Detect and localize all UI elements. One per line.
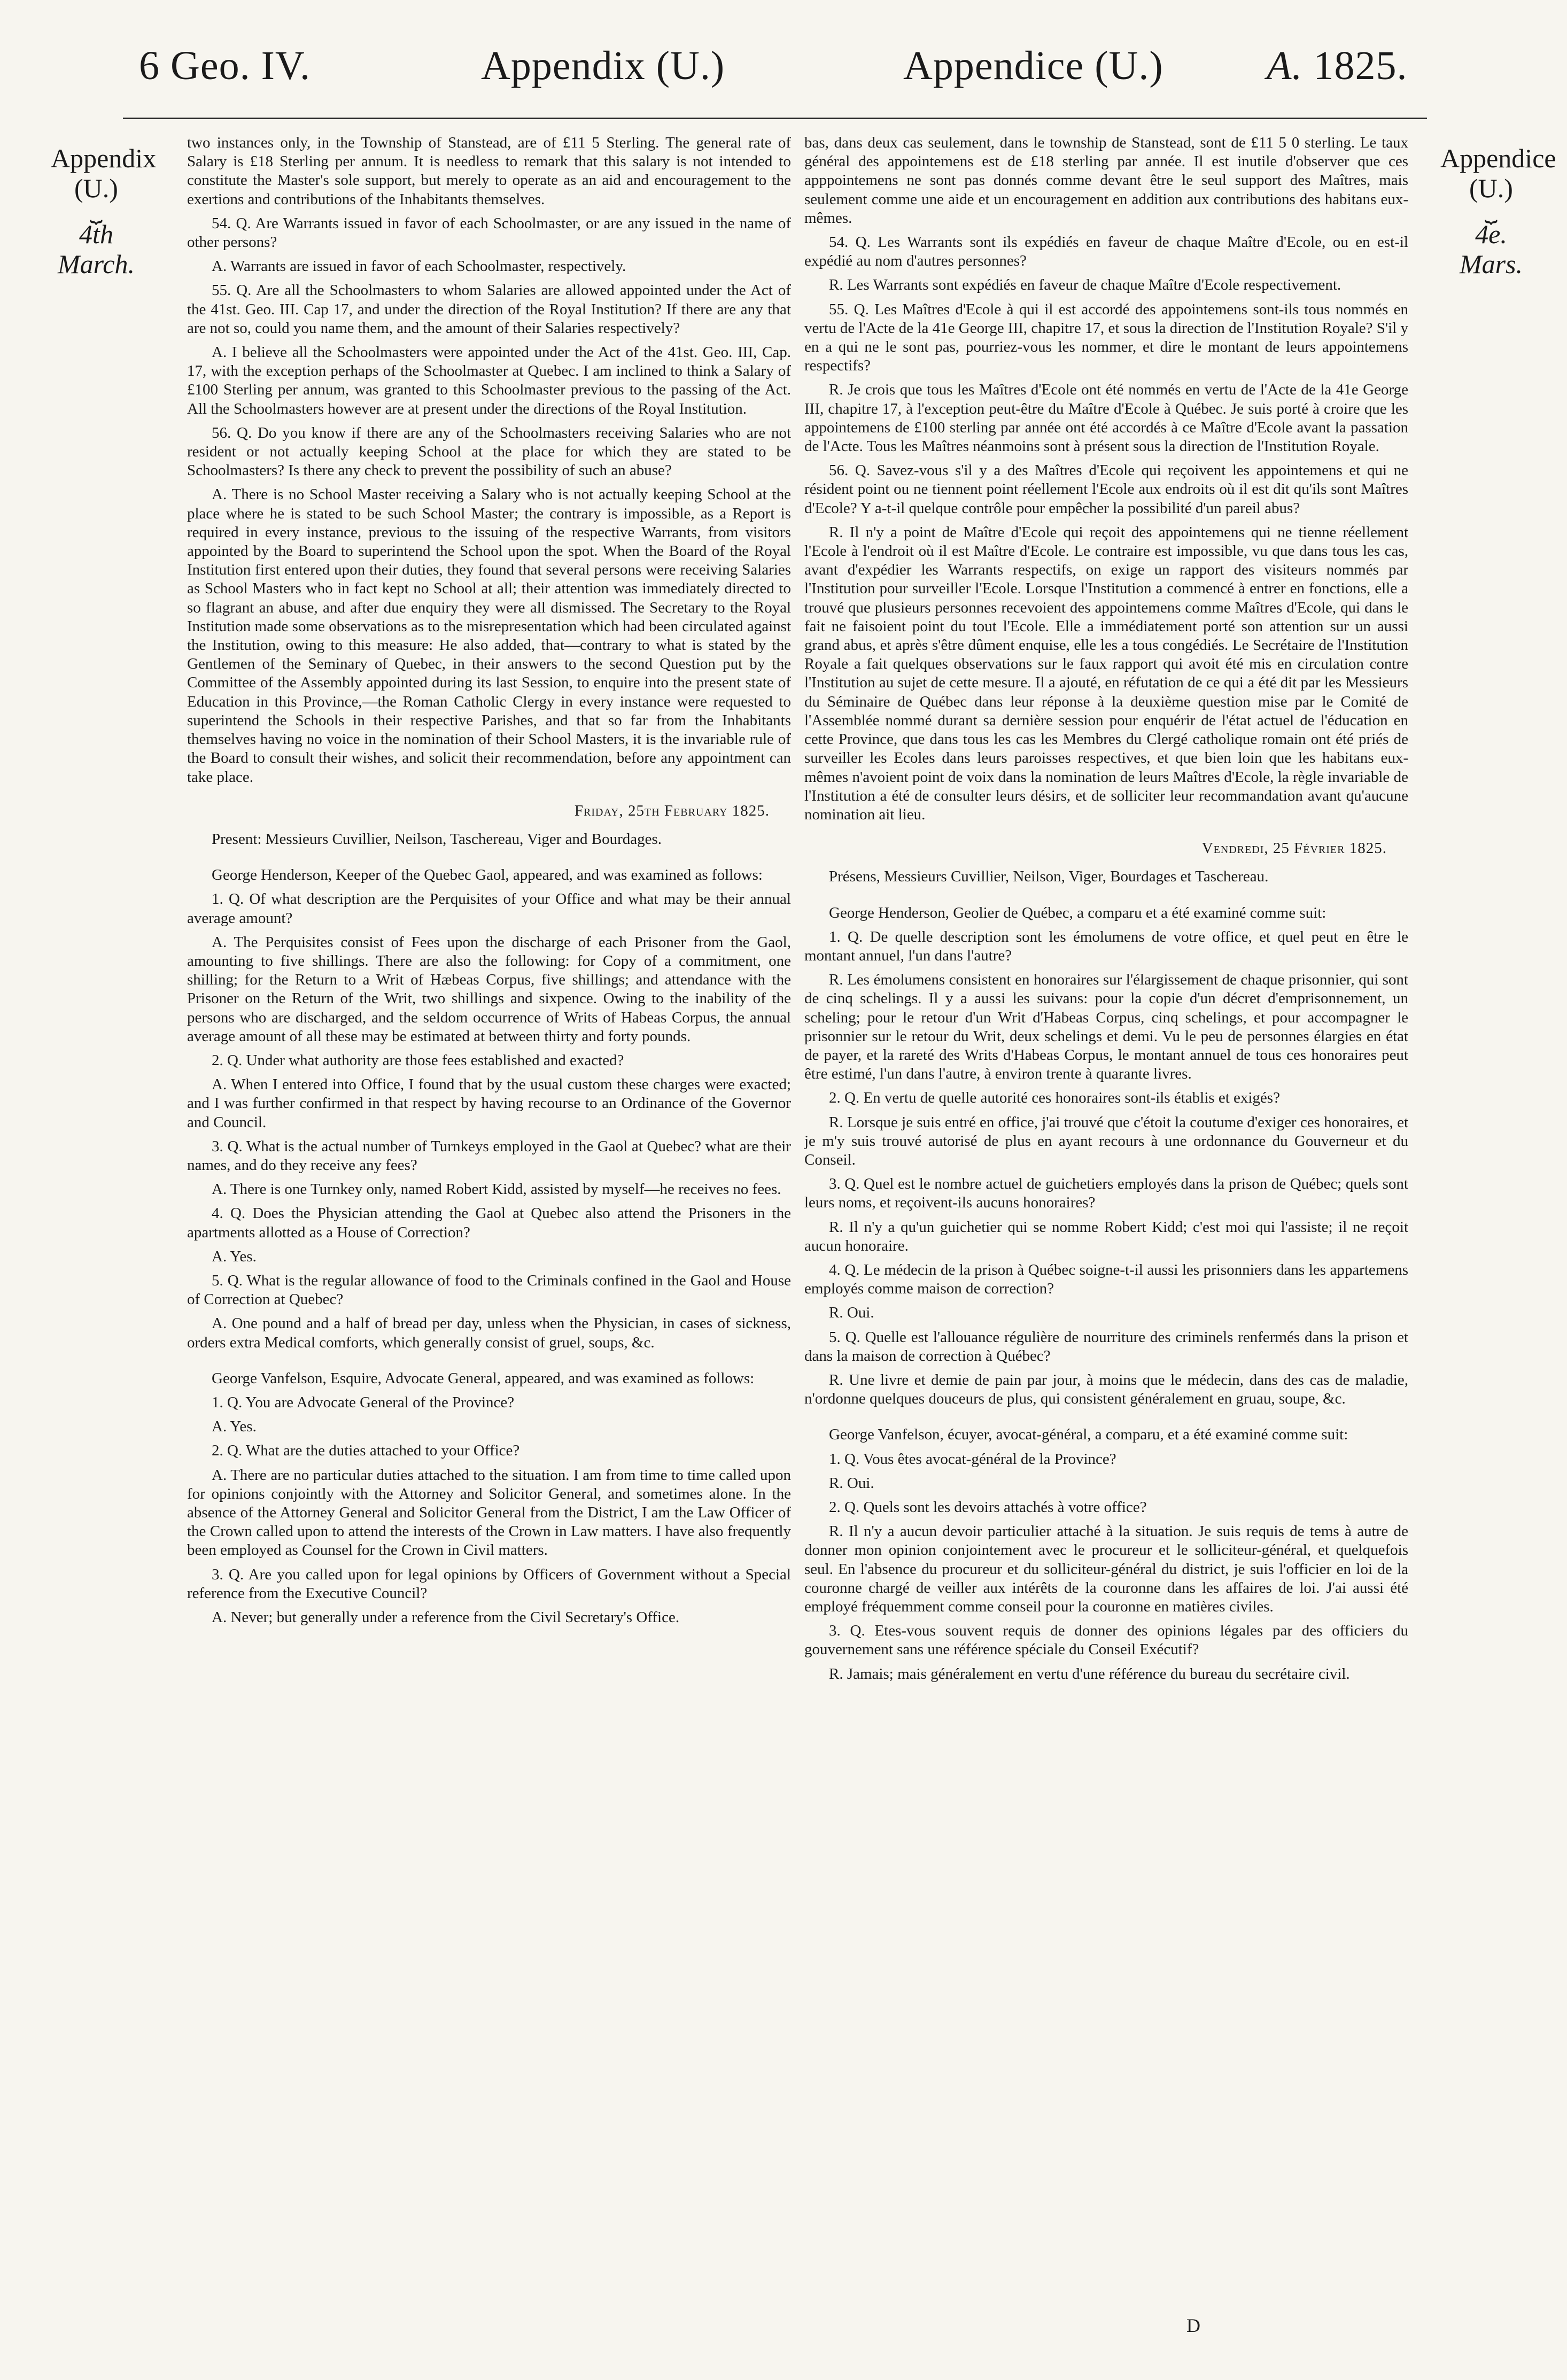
witness-intro: George Henderson, Keeper of the Quebec Gaol, appeared, and was examined as follows: (212, 866, 763, 884)
header-rule (123, 118, 1427, 119)
answer: R. Je crois que tous les Maîtres d'Ecole ont été nommés en vertu de l'Acte de la 41e George III, chapitre 17, à l'exception peut-être du Maître d'Ecole à Québec. Je suis porté à croire que les appointemens de £100 sterling par année ont été accordés à ce Maître d'Ecole avant la passation de l'Acte. Tous les Maîtres néanmoins sont à présent sous la direction de l'Institution Royale. (804, 381, 1408, 455)
french-column (804, 134, 1408, 1689)
answer: A. When I entered into Office, I found that by the usual custom these charges were exacted; and I was further confirmed in that respect by having recourse to an Ordinance of the Governor and Council. (187, 1076, 791, 1131)
question: 5. Q. Quelle est l'allouance régulière de nourriture des criminels renfermés dans la prison et dans la maison de correction à Québec? (804, 1328, 1408, 1365)
margin-letter: (U.) (74, 173, 118, 203)
answer: R. Oui. (829, 1474, 874, 1492)
witness-intro: George Henderson, Geolier de Québec, a comparu et a été examiné comme suit: (829, 904, 1326, 921)
margin-label: Appendix (51, 143, 157, 173)
question: 1. Q. You are Advocate General of the Province? (212, 1393, 515, 1411)
signature-mark: D (1186, 2315, 1200, 2336)
answer: A. There are no particular duties attached to the situation. I am from time to time called upon for opinions conjointly with the Attorney and Solicitor General, and sometimes alone. In the absence of the Attorney General and Solicitor General from the District, I am the Law Officer of the Crown called upon to attend the interests of the Crown in Law matters. I have also frequently been employed as Counsel for the Crown in Civil matters. (187, 1466, 791, 1559)
question: 3. Q. Are you called upon for legal opinions by Officers of Government without a Special reference from the Executive Council? (187, 1565, 791, 1602)
question: 1. Q. Of what description are the Perquisites of your Office and what may be their annual average amount? (187, 890, 791, 927)
answer: R. Les émolumens consistent en honoraires sur l'élargissement de chaque prisonnier, qui sont de cinq schelings. Il y a aussi les suivans: pour la copie d'un décret d'emprisonnement, un scheling; pour le retour d'un Writ d'Habeas Corpus, cinq schelings, et pour accompagner le prisonnier sur le retour du Writ, deux schelings et demi. Vu le peu de personnes élargies en état de payer, et la rareté des Writs d'Habeas Corpus, le montant annuel de tous ces honoraires peut être estimé, l'un dans l'autre, à environ trente à quarante livres. (804, 971, 1408, 1083)
witness-intro: George Vanfelson, Esquire, Advocate General, appeared, and was examined as follows: (212, 1369, 755, 1387)
appendix-title-en: Appendix (U.) (481, 43, 725, 88)
margin-label: Appendice (1440, 143, 1556, 173)
english-column (187, 134, 791, 1632)
answer: A. One pound and a half of bread per day, unless when the Physician, in cases of sickness, orders extra Medical comforts, which generally consist of gruel, soups, &c. (187, 1315, 791, 1351)
question: 5. Q. What is the regular allowance of food to the Criminals confined in the Gaol and House of Correction at Quebec? (187, 1272, 791, 1308)
question: 55. Q. Les Maîtres d'Ecole à qui il est accordé des appointemens sont-ils tous nommés en vertu de l'Acte de la 41e George III, chapitre 17, et sous la direction de l'Institution Royale? S'il y en a qui ne le sont pas, pourriez-vous les nommer, et dire le montant de leurs appointemens respectifs? (804, 300, 1408, 375)
brace-icon: ⏟ (90, 199, 103, 223)
answer: R. Il n'y a point de Maître d'Ecole qui reçoit des appointemens qui ne tienne réellement l'Ecole à l'endroit où il est Maître d'Ecole. Le contraire est impossible, vu que dans tous les cas, avant d'expédier les Warrants respectifs, on exige un rapport des visiteurs nommés par l'Institution pour surveiller l'Ecole. Lorsque l'Institution a commencé à entrer en fonctions, elle a trouvé que plusieurs personnes recevoient des appointemens comme Maîtres d'Ecole, qui dans le fait ne faisoient point du tout l'Ecole. Elle a immédiatement porté son attention sur un aussi grand abus, et après s'être dûment enquise, elle les a tous congédiés. Le Secrétaire de l'Institution Royale a fait quelques observations sur le faux rapport qui avoit été mis en circulation contre l'Institution au sujet de cette mesure. Il a ajouté, en réfutation de ce qui a été dit par les Messieurs du Séminaire de Québec dans leur réponse à la deuxième question mise par le Comité de l'Assemblée nommé durant sa dernière session pour enquérir de l'état actuel de l'éducation en cette Province, que dans tous les cas les Membres du Clergé catholique romain ont été priés de surveiller les Ecoles dans leurs paroisses respectives, et que bien loin que les habitans eux-mêmes n'avoient point de voix dans la nomination de leurs Maîtres d'Ecole, la règle invariable de l'Institution a été de consulter leurs désirs, et de solliciter leur recommandation avant qu'aucune nomination ait lieu. (804, 523, 1408, 823)
paragraph: two instances only, in the Township of Stanstead, are of £11 5 Sterling. The general rate of Salary is £18 Sterling per annum. It is needless to remark that this salary is not intended to constitute the Master's sole support, but merely to operate as an aid and encouragement to the exertions and contributions of the Inhabitants themselves. (187, 134, 791, 208)
margin-letter: (U.) (1469, 173, 1513, 203)
margin-note-right (1440, 143, 1556, 279)
answer: R. Une livre et demie de pain par jour, à moins que le médecin, dans des cas de maladie, n'ordonne quelques douceurs de plus, qui consistent généralement en gruau, soupe, &c. (804, 1371, 1408, 1408)
answer: R. Lorsque je suis entré en office, j'ai trouvé que c'étoit la coutume d'exiger ces honoraires, et je m'y suis trouvé autorisé de plus en ayant recours à une ordonnance du Gouverneur et du Conseil. (804, 1113, 1408, 1168)
question: 54. Q. Are Warrants issued in favor of each Schoolmaster, or are any issued in the name of other persons? (187, 214, 791, 251)
question: 1. Q. De quelle description sont les émolumens de votre office, et quel peut en être le montant annuel, l'un dans l'autre? (804, 928, 1408, 964)
year (1267, 43, 1407, 89)
question: 4. Q. Le médecin de la prison à Québec soigne-t-il aussi les prisonniers dans les appartemens employés comme maison de correction? (804, 1261, 1408, 1298)
question: 2. Q. Under what authority are those fees established and exacted? (212, 1051, 624, 1069)
running-head (0, 0, 1567, 107)
answer: R. Il n'y a aucun devoir particulier attaché à la situation. Je suis requis de tems à autre de donner mon opinion conjointement avec le procureur et le solliciteur-général, et quelquefois seul. En l'absence du procureur et du solliciteur-général du district, je suis l'officier en loi de la couronne chargé de veiller aux intérêts de la couronne dans les affaires de loi. J'ai aussi été employé fréquemment comme conseil pour la couronne en matières civiles. (804, 1523, 1408, 1616)
answer: A. Never; but generally under a reference from the Civil Secretary's Office. (212, 1609, 680, 1626)
question: 4. Q. Does the Physician attending the Gaol at Quebec also attend the Prisoners in the apartments allotted as a House of Correction? (187, 1205, 791, 1241)
year-prefix: A. (1267, 43, 1303, 88)
witness-intro: George Vanfelson, écuyer, avocat-général, a comparu, et a été examiné comme suit: (829, 1426, 1348, 1444)
dateline: Friday, 25th February 1825. (574, 802, 770, 819)
dateline: Vendredi, 25 Février 1825. (1201, 840, 1387, 857)
question: 55. Q. Are all the Schoolmasters to whom Salaries are allowed appointed under the Act of the 41st. Geo. III. Cap 17, and under the direction of the Royal Institution? If there are any that are not so, could you name them, and the amount of their Salaries respectively? (187, 282, 791, 337)
answer: A. Warrants are issued in favor of each Schoolmaster, respectively. (212, 258, 626, 275)
margin-date: 4e. Mars. (1459, 219, 1523, 279)
question: 1. Q. Vous êtes avocat-général de la Province? (829, 1450, 1116, 1468)
appendix-title-fr: Appendice (U.) (903, 43, 1163, 88)
question: 56. Q. Do you know if there are any of the Schoolmasters receiving Salaries who are not resident or not actually keeping School at the place for which they are stated to be Schoolmasters? Is there any check to prevent the possibility of such an abuse? (187, 424, 791, 479)
answer: A. Yes. (212, 1247, 257, 1265)
year-number: 1825. (1313, 43, 1408, 88)
question: 3. Q. Etes-vous souvent requis de donner des opinions légales par des officiers du gouvernement sans une référence spéciale du Conseil Exécutif? (804, 1622, 1408, 1658)
brace-icon: ⏟ (1485, 199, 1498, 223)
margin-date: 4th March. (58, 219, 135, 279)
answer: A. There is no School Master receiving a Salary who is not actually keeping School at the place where he is stated to be such School Master; the contrary is impossible, as a Report is required in every instance, previous to the issuing of the respective Warrants, from visitors appointed by the Board to superintend the School upon the spot. When the Board of the Royal Institution first entered upon their duties, they found that several persons were receiving Salaries as School Masters who in fact kept no School at all; their attention was immediately directed to so flagrant an abuse, and after due enquiry they were all dismissed. The Secretary to the Royal Institution made some observations as to the misrepresentation which had been circulated against the Institution, owing to this measure: He also added, that—contrary to what is stated by the Gentlemen of the Seminary of Quebec, in their answers to the second Question put by the Committee of the Assembly appointed during its last Session, to enquire into the present state of Education in this Province,—the Roman Catholic Clergy in every instance were requested to superintend the Schools in their respective Parishes, and that so far from the Inhabitants themselves having no voice in the nomination of their School Masters, it is the invariable rule of the Board to consult their wishes, and solicit their recommendation, before any appointment can take place. (187, 486, 791, 786)
question: 2. Q. En vertu de quelle autorité ces honoraires sont-ils établis et exigés? (829, 1089, 1280, 1107)
present-members: Présens, Messieurs Cuvillier, Neilson, Viger, Bourdages et Taschereau. (829, 868, 1269, 886)
answer: R. Il n'y a qu'un guichetier qui se nomme Robert Kidd; c'est moi qui l'assiste; il ne reçoit aucun honoraire. (804, 1218, 1408, 1254)
answer: A. The Perquisites consist of Fees upon the discharge of each Prisoner from the Gaol, amounting to five shillings. There are also the following: for Copy of a commitment, one shilling; for the Return to a Writ of Hæbeas Corpus, five shillings; and attendance with the Prisoner on the Return of the Writ, two shillings and sixpence. Owing to the inability of the persons who are discharged, and the seldom occurrence of Writs of Habeas Corpus, the annual average amount of all these may be estimated at between thirty and forty pounds. (187, 933, 791, 1045)
question: 3. Q. Quel est le nombre actuel de guichetiers employés dans la prison de Québec; quels sont leurs noms, et reçoivent-ils aucuns honoraires? (804, 1175, 1408, 1212)
paragraph: bas, dans deux cas seulement, dans le township de Stanstead, sont de £11 5 0 sterling. Le taux général des appointemens est de £18 sterling par année. Il est inutile d'observer que ces apppointemens ne sont pas donnés comme devant être le seul support des Maîtres, mais seulement comme une aide et un encouragement en addition aux contributions des habitans eux-mêmes. (804, 134, 1408, 227)
question: 54. Q. Les Warrants sont ils expédiés en faveur de chaque Maître d'Ecole, ou en est-il expédié au nom d'autres personnes? (804, 234, 1408, 270)
question: 2. Q. What are the duties attached to your Office? (212, 1442, 520, 1460)
margin-note-left (51, 143, 157, 279)
question: 56. Q. Savez-vous s'il y a des Maîtres d'Ecole qui reçoivent les appointemens et qui ne résident point ou ne tiennent point réellement l'Ecole aux endroits où il est dit qu'ils sont Maîtres d'Ecole? Y a-t-il quelque contrôle pour empêcher la possibilité d'un pareil abus? (804, 462, 1408, 517)
answer: R. Jamais; mais généralement en vertu d'une référence du bureau du secrétaire civil. (829, 1665, 1350, 1683)
answer: A. There is one Turnkey only, named Robert Kidd, assisted by myself—he receives no fees. (212, 1181, 781, 1198)
regnal-year: 6 Geo. IV. (139, 43, 311, 88)
question: 3. Q. What is the actual number of Turnkeys employed in the Gaol at Quebec? what are their names, and do they receive any fees? (187, 1137, 791, 1174)
answer: R. Les Warrants sont expédiés en faveur de chaque Maître d'Ecole respectivement. (829, 276, 1341, 294)
present-members: Present: Messieurs Cuvillier, Neilson, Taschereau, Viger and Bourdages. (212, 830, 662, 848)
answer: A. I believe all the Schoolmasters were appointed under the Act of the 41st. Geo. III, Cap. 17, with the exception perhaps of the Schoolmaster at Quebec. I am inclined to think a Salary of £100 Sterling per annum, was granted to this Schoolmaster previous to the passing of the Act. All the Schoolmasters however are at present under the directions of the Royal Institution. (187, 344, 791, 417)
answer: A. Yes. (212, 1418, 257, 1436)
answer: R. Oui. (829, 1304, 874, 1322)
question: 2. Q. Quels sont les devoirs attachés à votre office? (829, 1499, 1147, 1516)
